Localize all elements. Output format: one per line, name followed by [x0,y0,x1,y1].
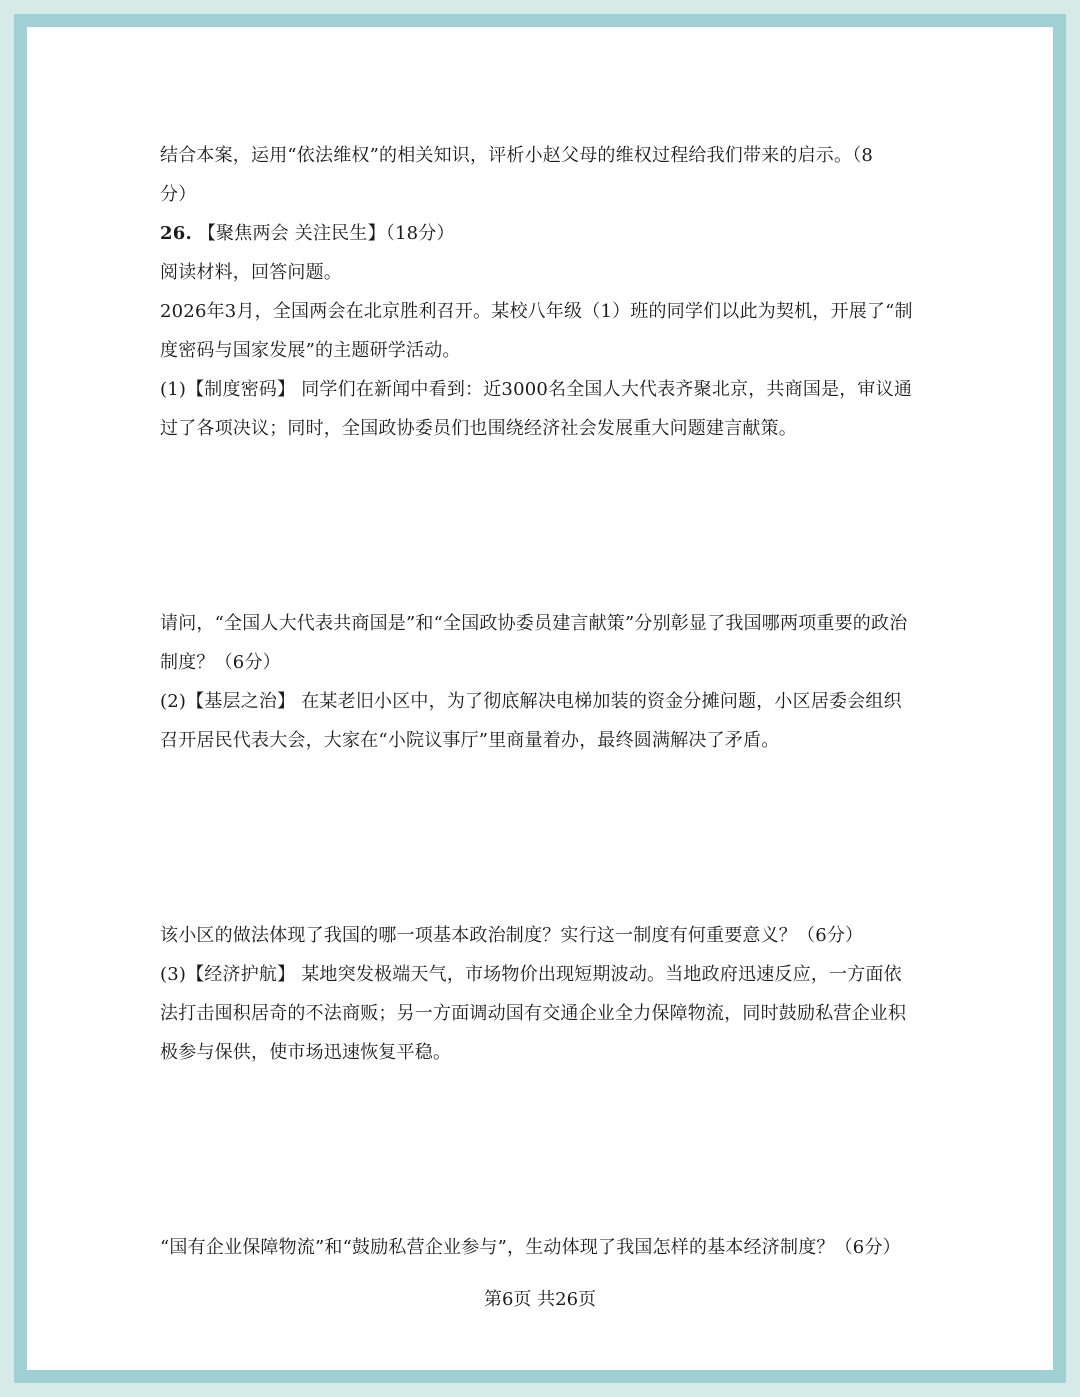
text-line: 分） [160,184,197,205]
text-line: 2026年3月，全国两会在北京胜利召开。某校八年级（1）班的同学们以此为契机，开展了“制 [160,301,913,322]
text-line: 极参与保供，使市场迅速恢复平稳。 [160,1042,452,1063]
document-content [160,136,925,1267]
text-line: 制度？（6分） [160,652,281,673]
sub-question-label: (2)【基层之治】 [160,691,296,712]
text-line: “国有企业保障物流”和“鼓励私营企业参与”，生动体现了我国怎样的基本经济制度？（6分） [160,1237,901,1258]
text-line: 请问，“全国人大代表共商国是”和“全国政协委员建言献策”分别彰显了我国哪两项重要的政治 [160,613,908,634]
text-line: 阅读材料，回答问题。 [160,262,342,283]
question-heading [160,214,925,253]
page-footer: 第6页 共26页 [483,1289,597,1310]
text-line: 度密码与国家发展”的主题研学活动。 [160,340,461,361]
question-number: 26. [160,223,192,244]
text-line: 法打击囤积居奇的不法商贩；另一方面调动国有交通企业全力保障物流，同时鼓励私营企业积 [160,1003,907,1024]
sub-question-2 [160,682,925,721]
sub-question-text: 同学们在新闻中看到：近3000名全国人大代表齐聚北京，共商国是，审议通 [301,379,913,400]
sub-question-1 [160,370,925,409]
text-line: 过了各项决议；同时，全国政协委员们也围绕经济社会发展重大问题建言献策。 [160,418,797,439]
text-line: 该小区的做法体现了我国的哪一项基本政治制度？实行这一制度有何重要意义？（6分） [160,925,864,946]
text-line: 召开居民代表大会，大家在“小院议事厅”里商量着办，最终圆满解决了矛盾。 [160,730,780,751]
answer-space [160,1072,925,1228]
answer-space [160,448,925,604]
question-title: 【聚焦两会 关注民生】（18分） [197,223,455,244]
answer-space [160,760,925,916]
sub-question-label: (3)【经济护航】 [160,964,296,985]
sub-question-3 [160,955,925,994]
sub-question-text: 某地突发极端天气，市场物价出现短期波动。当地政府迅速反应，一方面依 [301,964,902,985]
sub-question-text: 在某老旧小区中，为了彻底解决电梯加装的资金分摊问题，小区居委会组织 [301,691,902,712]
sub-question-label: (1)【制度密码】 [160,379,296,400]
text-line: 结合本案，运用“依法维权”的相关知识，评析小赵父母的维权过程给我们带来的启示。（8 [160,145,874,166]
